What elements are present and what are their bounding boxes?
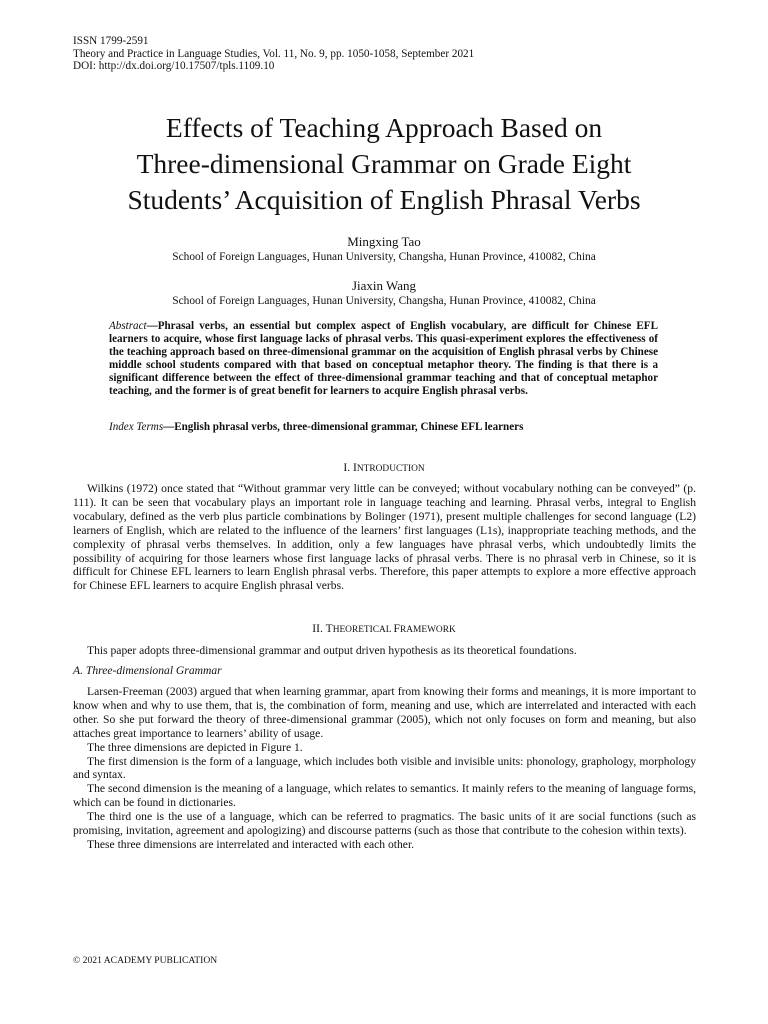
journal-citation: Theory and Practice in Language Studies, Vol. 11, No. 9, pp. 1050-1058, September 2021 (73, 47, 475, 60)
paragraph: These three dimensions are interrelated and interacted with each other. (87, 837, 415, 851)
section-title-rest: NTRODUCTION (356, 464, 425, 474)
title-line: Effects of Teaching Approach Based on (165, 112, 603, 143)
section-number: II. (312, 622, 323, 635)
copyright-footer: © 2021 ACADEMY PUBLICATION (73, 955, 218, 966)
paragraph: Wilkins (1972) once stated that “Without grammar very little can be conveyed; without vocabulary nothing can be conveyed” (p. 111). It can be seen that vocabulary plays an important role in language teaching and learning. Phrasal verbs, integral to English vocabulary, defined as the verb plus particle combinations by Bolinger (1971), present multiple challenges for second language (L2) learners of English, which are related to the influence of the learners’ first languages (L1s), inappropriate teaching methods, and the complexity of phrasal verbs themselves. In addition, only a few languages have phrasal verbs, which undoubtedly limits the possibility of acquiring for those learners whose first language lacks of phrasal verbs. There is no phrasal verb in Chinese, so it is difficult for Chinese EFL learners to learn English phrasal verbs. Therefore, this paper attempts to explore a more effective approach for Chinese EFL learners to acquire English phrasal verbs. (73, 482, 696, 593)
section-title-rest: RAMEWORK (399, 625, 456, 635)
section-heading-theoretical-framework (0, 622, 768, 637)
abstract-text: —Phrasal verbs, an essential but complex aspect of English vocabulary, are difficult for Chinese EFL learners to acquire, whose first language lacks of phrasal verbs. This quasi-experiment explores the effectiveness of the teaching approach based on three-dimensional grammar on the acquisition of English phrasal verbs by Chinese middle school students compared with that based on conceptual metaphor theory. The finding is that there is a significant difference between the effect of three-dimensional grammar teaching and that of conceptual metaphor teaching, and the former is of great benefit for learners to acquire English phrasal verbs. (109, 320, 658, 398)
paper-title (40, 110, 728, 218)
index-terms (109, 421, 669, 434)
abstract (109, 320, 658, 398)
abstract-label: Abstract (109, 320, 147, 332)
index-terms-text: —English phrasal verbs, three-dimensional grammar, Chinese EFL learners (163, 421, 524, 433)
section-heading-introduction (0, 461, 768, 476)
section-title-cap: I (353, 461, 357, 474)
section-title-cap: F (393, 622, 400, 635)
index-terms-label: Index Terms (109, 421, 164, 433)
paragraph: Larsen-Freeman (2003) argued that when learning grammar, apart from knowing their forms and meanings, it is more important to know when and why to use them, that is, the combination of form, meaning and use, which are interrelated and interacted with each other. So she put forward the theory of three-dimensional grammar (2005), which not only focuses on form and meaning, but also attaches great importance to learners’ ability of usage. (73, 685, 696, 740)
doi-link[interactable]: DOI: http://dx.doi.org/10.17507/tpls.1109.10 (73, 60, 275, 73)
title-line: Three-dimensional Grammar on Grade Eight (136, 148, 632, 179)
section-intro-paragraph (73, 644, 696, 658)
paragraph: The third one is the use of a language, which can be referred to pragmatics. The basic units of it are social functions (such as promising, invitation, agreement and apologizing) and discourse patterns (such as those that contribute to the cohesion within texts). (73, 810, 696, 838)
section-body-introduction (73, 482, 696, 593)
subsection-body (73, 685, 696, 852)
section-title-cap: T (325, 622, 333, 635)
author-name: Jiaxin Wang (351, 278, 417, 293)
paragraph: The second dimension is the meaning of a language, which relates to semantics. It mainly refers to the meaning of language forms, which can be found in dictionaries. (73, 782, 696, 810)
paragraph: The first dimension is the form of a language, which includes both visible and invisible units: phonology, graphology, morphology and syntax. (73, 754, 696, 782)
section-title-rest: HEORETICAL (332, 625, 394, 635)
journal-header (73, 35, 474, 73)
paragraph: This paper adopts three-dimensional grammar and output driven hypothesis as its theoretical foundations. (87, 644, 577, 657)
author-affiliation: School of Foreign Languages, Hunan University, Changsha, Hunan Province, 410082, China (172, 295, 596, 307)
author-name: Mingxing Tao (347, 234, 421, 249)
subsection-heading: A. Three-dimensional Grammar (73, 664, 222, 677)
section-number: I. (343, 461, 351, 474)
issn: ISSN 1799-2591 (73, 35, 149, 47)
paragraph: The three dimensions are depicted in Figure 1. (87, 740, 303, 754)
title-line: Students’ Acquisition of English Phrasal Verbs (127, 184, 641, 215)
author-affiliation: School of Foreign Languages, Hunan University, Changsha, Hunan Province, 410082, China (172, 251, 596, 263)
